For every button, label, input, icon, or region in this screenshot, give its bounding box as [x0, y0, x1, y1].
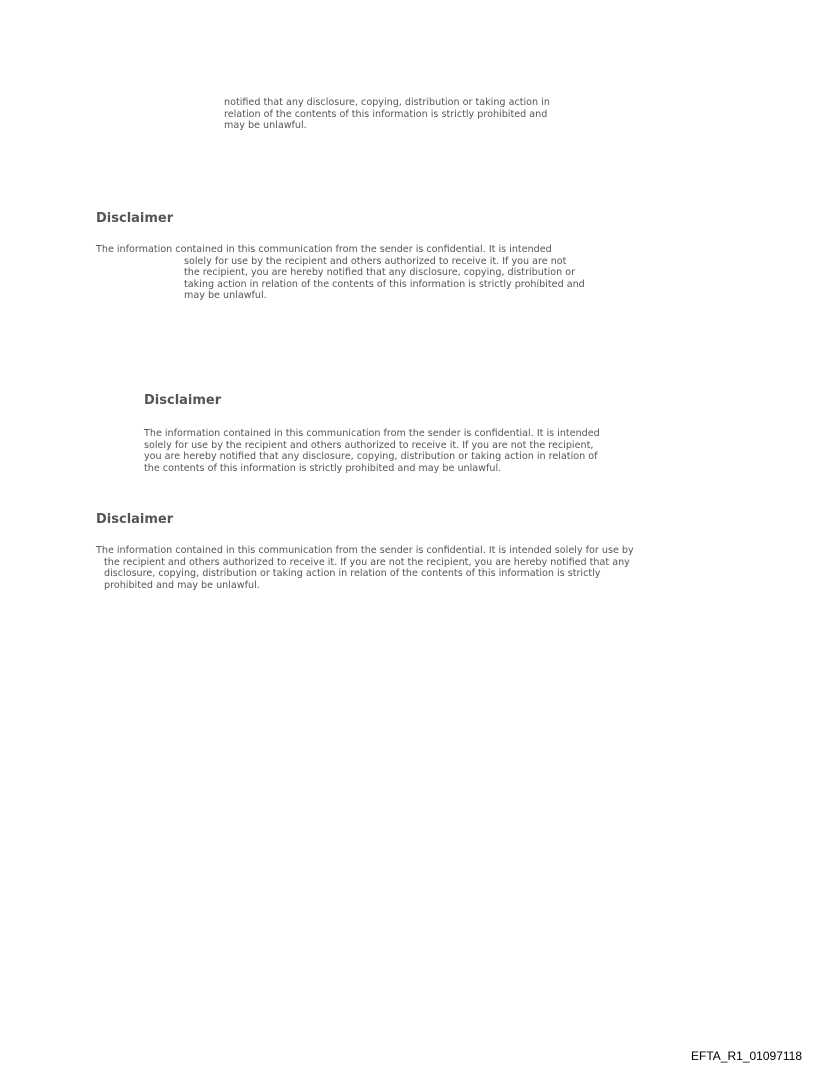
- disclaimer-body: [96, 244, 552, 256]
- paragraph-line: may be unlawful.: [184, 290, 267, 302]
- disclaimer-body: [96, 545, 634, 557]
- paragraph-line: prohibited and may be unlawful.: [104, 579, 260, 591]
- disclaimer-heading: Disclaimer: [96, 512, 174, 527]
- paragraph-line: disclosure, copying, distribution or taking action in relation of the contents of this information is strictly: [104, 568, 601, 580]
- paragraph-line: may be unlawful.: [224, 120, 307, 132]
- disclaimer-body: [144, 428, 600, 474]
- disclaimer-heading: Disclaimer: [144, 393, 222, 408]
- paragraph-line: The information contained in this communication from the sender is confidential. It is intended: [144, 428, 600, 439]
- paragraph-line: relation of the contents of this information is strictly prohibited and: [224, 108, 548, 120]
- disclaimer-body-continued: [104, 557, 630, 592]
- disclaimer-fragment-top: [224, 97, 550, 132]
- paragraph-line: solely for use by the recipient and others authorized to receive it. If you are not: [184, 255, 567, 267]
- paragraph-line: notified that any disclosure, copying, distribution or taking action in: [224, 97, 550, 108]
- paragraph-line: the recipient and others authorized to receive it. If you are not the recipient, you are hereby notified that any: [104, 556, 630, 568]
- document-id: EFTA_R1_01097118: [691, 1049, 802, 1063]
- paragraph-line: taking action in relation of the contents of this information is strictly prohibited and: [184, 278, 585, 290]
- disclaimer-heading: Disclaimer: [96, 211, 174, 226]
- paragraph-line: the recipient, you are hereby notified that any disclosure, copying, distribution or: [184, 267, 576, 279]
- paragraph-line: the contents of this information is strictly prohibited and may be unlawful.: [144, 462, 502, 474]
- paragraph-line: The information contained in this communication from the sender is confidential. It is intended solely for use by: [96, 545, 634, 556]
- disclaimer-body-continued: [184, 256, 585, 302]
- paragraph-line: solely for use by the recipient and others authorized to receive it. If you are not the recipient,: [144, 439, 594, 451]
- paragraph-line: The information contained in this communication from the sender is confidential. It is intended: [96, 244, 552, 255]
- paragraph-line: you are hereby notified that any disclosure, copying, distribution or taking action in relation of: [144, 451, 598, 463]
